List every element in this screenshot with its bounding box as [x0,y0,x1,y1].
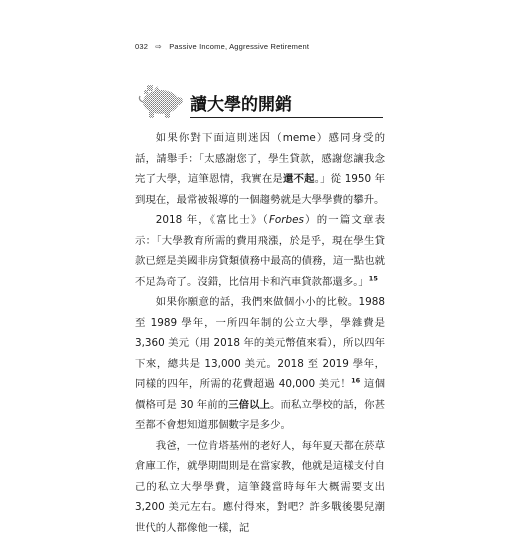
emphasis: 三倍以上 [228,399,270,411]
body-text [135,128,385,538]
page-number: 032 [135,42,148,51]
paragraph: 我爸，一位肯塔基州的老好人，每年夏天都在菸草倉庫工作，就學期間則是在當家教，他就是這樣支付自己的私立大學學費，這筆錢當時每年大概需要支出 3,200 美元左右。應付得來，對吧？許多戰後嬰兒潮世代的人都像他一樣，記 [135,436,385,538]
running-header [135,42,309,51]
section-heading [135,84,385,124]
paragraph: 2018 年，《富比士》（Forbes）的一篇文章表示：「大學教育所需的費用飛漲，於是乎，現在學生貸款已經是美國非房貸類債務中最高的債務，這一點也就不足為奇了。沒錯，比信用卡和汽車貸款都還多。」$^{15}$ [135,210,385,292]
publication-name: Forbes [269,214,304,226]
paragraph: 如果你對下面這則迷因（meme）感同身受的話，請舉手：「太感謝您了，學生貸款，感謝您讓我念完了大學，這筆恩情，我實在是還不起。」從 1950 年到現在，最常被報導的一個趨勢就是大學學費的攀升。 [135,128,385,210]
arrow-right-icon: ⇨ [155,42,161,51]
section-divider [190,117,383,118]
footnote-ref: 16 [351,377,360,385]
emphasis: 還不起 [283,173,315,185]
footnote-ref: 15 [369,274,378,282]
section-title: 讀大學的開銷 [190,90,292,115]
book-title: Passive Income, Aggressive Retirement [169,42,309,51]
piggy-bank-icon [135,84,195,120]
paragraph: 如果你願意的話，我們來做個小小的比較。1988 至 1989 學年，一所四年制的公立大學，學雜費是 3,360 美元（用 2018 年的美元幣值來看），所以四年下來，總共是 13,000 美元。2018 至 2019 學年，同樣的四年，所需的花費超過 40,000 美元！$^{16}$ 這個價格可是 30 年前的三倍以上。而私立學校的話，你甚至都不會想知道那個數字是多少。 [135,292,385,436]
